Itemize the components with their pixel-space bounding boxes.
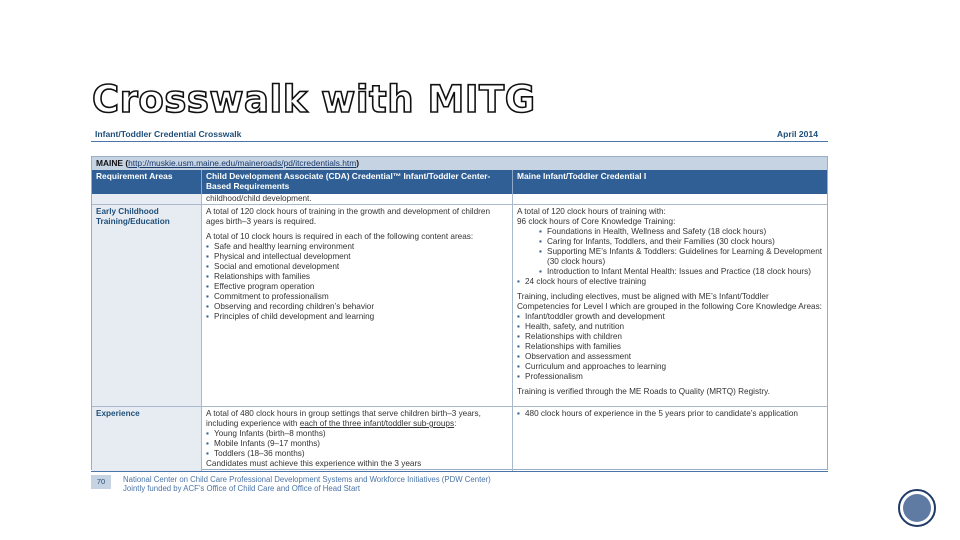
list-item: ▪ Safe and healthy learning environment	[206, 242, 508, 252]
carry-over-label	[92, 194, 202, 204]
state-link-open: (	[125, 158, 129, 168]
state-link[interactable]: http://muskie.usm.maine.edu/maineroads/pd/itcredentials.htm	[128, 158, 357, 168]
list-item: ▪ Observation and assessment	[517, 352, 823, 362]
row-label: Early Childhood Training/Education	[92, 205, 202, 406]
state-row	[92, 157, 827, 170]
carry-over-row	[92, 194, 827, 204]
document-title: Infant/Toddler Credential Crosswalk	[95, 129, 242, 139]
maine-cell	[513, 407, 827, 471]
slide-title: Crosswalk with MITG	[92, 78, 536, 121]
cda-underlined-text: each of the three infant/toddler sub-groups	[299, 419, 455, 428]
list-item: ▪ Curriculum and approaches to learning	[517, 362, 823, 372]
list-item: ▪ Supporting ME’s Infants & Toddlers: Guidelines for Learning & Development (30 clock hours)	[517, 247, 823, 267]
carry-over-text: childhood/child development.	[202, 194, 513, 204]
column-header: Child Development Associate (CDA) Credential™ Infant/Toddler Center-Based Requirements	[202, 170, 513, 194]
document-date: April 2014	[776, 129, 818, 139]
column-header: Requirement Areas	[92, 170, 202, 194]
sub-groups-list	[206, 429, 508, 459]
cda-cell	[202, 205, 513, 406]
list-item: ▪ Introduction to Infant Mental Health: Issues and Practice (18 clock hours)	[517, 267, 823, 277]
cda-cell	[202, 407, 513, 471]
table-header-row	[92, 170, 827, 194]
document-footer	[91, 471, 828, 493]
list-item: ▪ Physical and intellectual development	[206, 252, 508, 262]
list-item: ▪ Infant/toddler growth and development	[517, 312, 823, 322]
crosswalk-table	[91, 156, 828, 470]
footer-line: Jointly funded by ACF’s Office of Child Care and Office of Head Start	[123, 484, 361, 493]
core-knowledge-areas-list	[517, 312, 823, 382]
list-item: ▪ Relationships with children	[517, 332, 823, 342]
maine-cell	[513, 205, 827, 406]
maine-paragraph: Training is verified through the ME Roads to Quality (MRTQ) Registry.	[517, 387, 770, 396]
maine-paragraph: Training, including electives, must be aligned with ME’s Infant/Toddler Competencies for Level I which are grouped in the following Core Knowledge Areas:	[517, 292, 822, 311]
footer-text	[123, 475, 491, 493]
cda-paragraph: Candidates must achieve this experience within the 3 years	[206, 459, 422, 468]
cda-text: A total of 480 clock hours in group settings that serve children birth–3 years, including experience with	[206, 409, 481, 428]
table-row	[92, 204, 827, 406]
cda-paragraph	[206, 409, 508, 429]
column-header: Maine Infant/Toddler Credential I	[517, 171, 647, 181]
page-number: 70	[91, 475, 111, 489]
list-item: ▪ Health, safety, and nutrition	[517, 322, 823, 332]
cda-text: :	[454, 419, 457, 428]
list-item: ▪ Observing and recording children’s behavior	[206, 302, 508, 312]
circular-emblem-icon	[898, 489, 936, 527]
elective-list	[517, 277, 823, 287]
core-knowledge-list	[517, 227, 823, 277]
list-item: ▪ Effective program operation	[206, 282, 508, 292]
maine-paragraph: A total of 120 clock hours of training with:	[517, 207, 666, 216]
list-item: ▪ Professionalism	[517, 372, 823, 382]
list-item: ▪ Social and emotional development	[206, 262, 508, 272]
list-item: ▪ Mobile Infants (9–17 months)	[206, 439, 508, 449]
list-item: ▪ Young Infants (birth–8 months)	[206, 429, 508, 439]
carry-over-empty	[513, 194, 827, 204]
document-header	[91, 125, 828, 142]
row-label: Experience	[92, 407, 202, 471]
list-item: ▪ Principles of child development and learning	[206, 312, 508, 322]
list-item: ▪ Commitment to professionalism	[206, 292, 508, 302]
state-name: MAINE	[96, 158, 123, 168]
cda-paragraph: A total of 10 clock hours is required in each of the following content areas:	[206, 232, 474, 241]
cda-paragraph: A total of 120 clock hours of training in the growth and development of children ages birth–3 years is required.	[206, 207, 491, 226]
list-item: ▪ Foundations in Health, Wellness and Safety (18 clock hours)	[517, 227, 823, 237]
list-item: ▪ 24 clock hours of elective training	[517, 277, 823, 287]
list-item: ▪ Caring for Infants, Toddlers, and their Families (30 clock hours)	[517, 237, 823, 247]
maine-paragraph: 96 clock hours of Core Knowledge Training:	[517, 217, 676, 226]
list-item: ▪ Toddlers (18–36 months)	[206, 449, 508, 459]
list-item: ▪ Relationships with families	[517, 342, 823, 352]
experience-list	[517, 409, 823, 419]
crosswalk-document	[91, 125, 828, 497]
list-item: ▪ Relationships with families	[206, 272, 508, 282]
table-row	[92, 406, 827, 469]
list-item: ▪ 480 clock hours of experience in the 5 years prior to candidate’s application	[517, 409, 823, 419]
state-link-close: )	[356, 158, 360, 168]
footer-line: National Center on Child Care Professional Development Systems and Workforce Initiatives (PDW Center)	[123, 475, 491, 484]
cda-content-areas-list	[206, 242, 508, 322]
emblem-inner	[903, 494, 931, 522]
